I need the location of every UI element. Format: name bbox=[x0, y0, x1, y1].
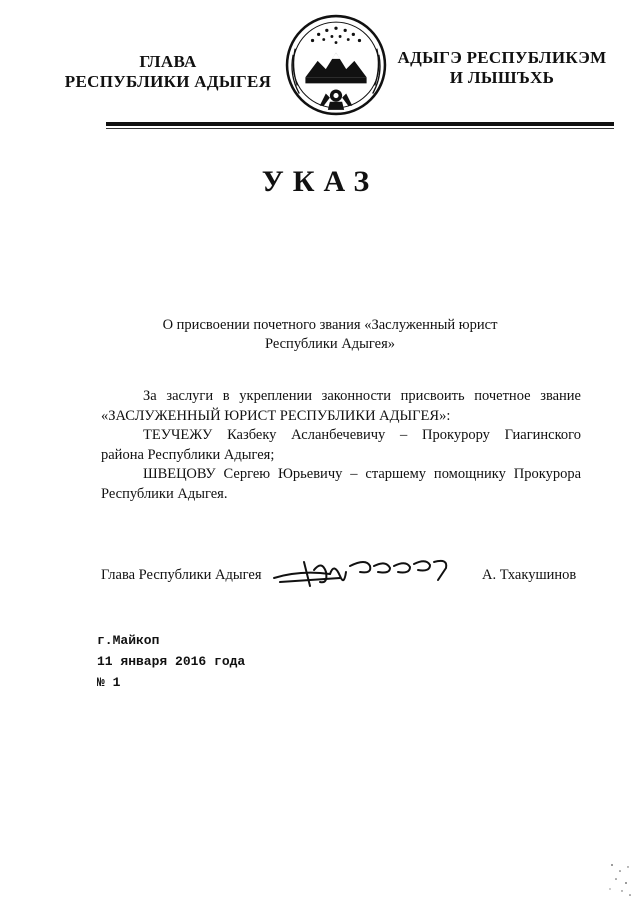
document-title: УКАЗ bbox=[261, 165, 379, 198]
scan-noise-mark bbox=[604, 859, 634, 899]
body-line6: Республики Адыгея. bbox=[101, 485, 228, 502]
header-left bbox=[50, 52, 286, 92]
decree-footer bbox=[97, 630, 245, 693]
body-line1: За заслуги в укреплении законности присвоить почетное звание bbox=[143, 388, 581, 404]
header-divider-thick bbox=[106, 122, 614, 126]
header-right bbox=[392, 48, 612, 88]
issue-date: 11 января 2016 года bbox=[97, 654, 246, 669]
header-right-line1: АДЫГЭ РЕСПУБЛИКЭМ bbox=[397, 48, 607, 67]
decree-body bbox=[101, 387, 581, 504]
decree-number: № 1 bbox=[97, 675, 121, 690]
body-line4: района Республики Адыгея; bbox=[101, 446, 275, 463]
signatory-title: Глава Республики Адыгея bbox=[101, 567, 262, 583]
adygea-coat-of-arms-icon bbox=[285, 14, 387, 116]
subject-line1: О присвоении почетного звания «Заслуженный юрист bbox=[162, 317, 498, 333]
header-right-line2: И ЛЫШЪХЬ bbox=[449, 68, 555, 87]
decree-subject bbox=[120, 316, 540, 354]
header-left-line2: РЕСПУБЛИКИ АДЫГЕЯ bbox=[64, 72, 272, 91]
subject-line2: Республики Адыгея» bbox=[264, 336, 396, 352]
header-left-line1: ГЛАВА bbox=[139, 52, 197, 71]
body-line2: «ЗАСЛУЖЕННЫЙ ЮРИСТ РЕСПУБЛИКИ АДЫГЕЯ»: bbox=[101, 407, 451, 424]
issue-city: г.Майкоп bbox=[97, 633, 160, 648]
handwritten-signature bbox=[270, 552, 460, 592]
header-divider-thin bbox=[106, 128, 614, 129]
body-line3: ТЕУЧЕЖУ Казбеку Асланбечевичу – Прокурору Гиагинского bbox=[143, 427, 581, 443]
signatory-name: А. Тхакушинов bbox=[482, 567, 577, 583]
body-line5: ШВЕЦОВУ Сергею Юрьевичу – старшему помощнику Прокурора bbox=[143, 466, 581, 482]
